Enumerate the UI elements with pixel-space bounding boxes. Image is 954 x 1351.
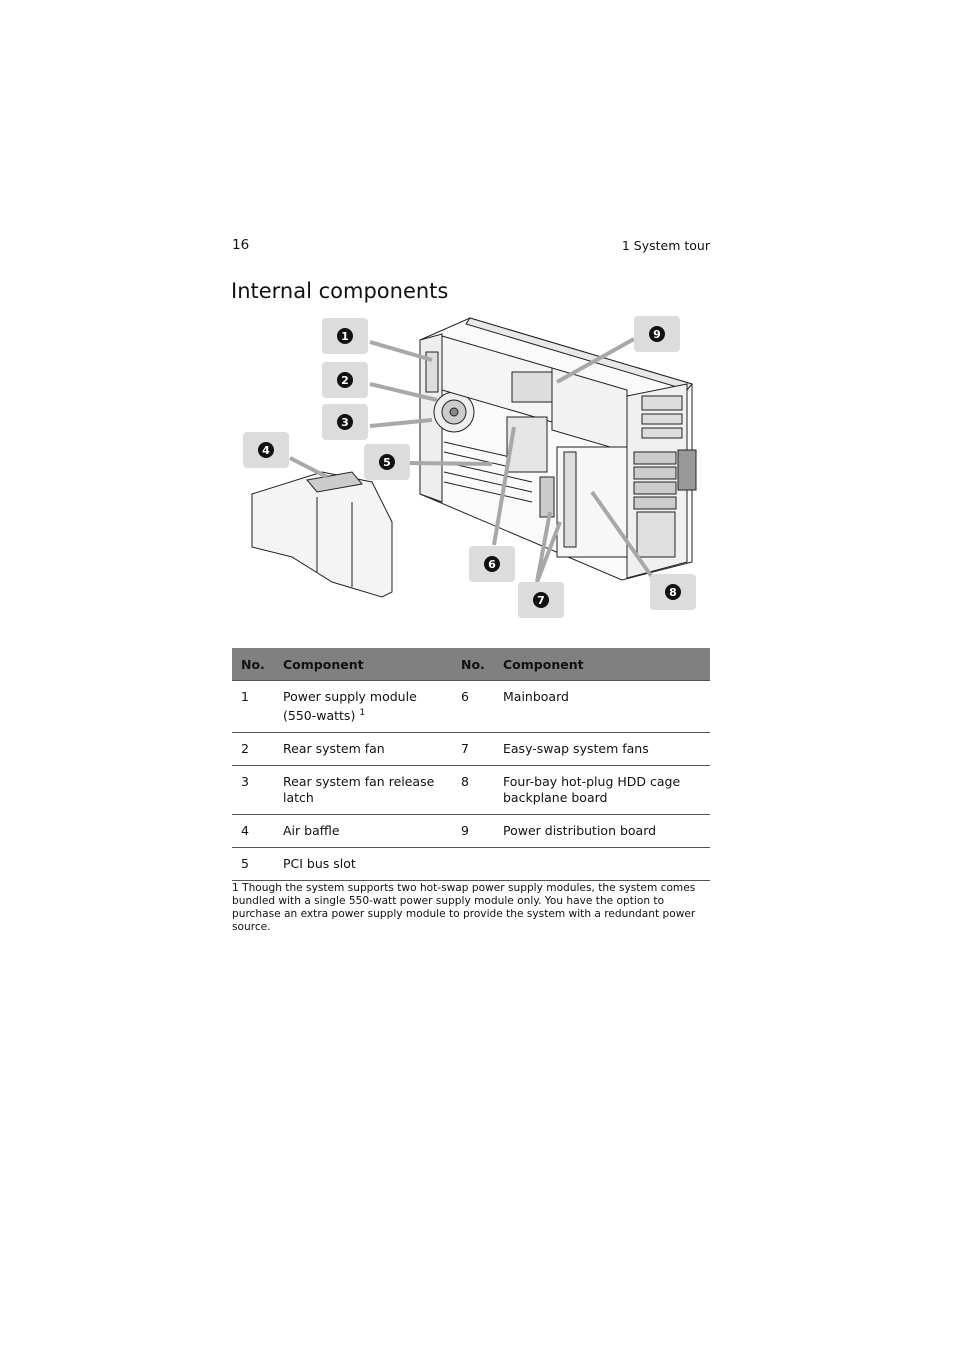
cell-no: 5 — [232, 848, 274, 881]
header-no-1: No. — [232, 648, 274, 681]
footnote-ref: 1 — [359, 708, 366, 718]
cell-component: Rear system fan — [274, 733, 452, 766]
table-row — [232, 766, 710, 815]
cell-component: Rear system fan release latch — [274, 766, 452, 815]
cell-no: 8 — [452, 766, 494, 815]
callout-7 — [518, 582, 564, 618]
callout-6-number: 6 — [484, 556, 500, 572]
cell-no: 6 — [452, 681, 494, 733]
callout-3-number: 3 — [337, 414, 353, 430]
chapter-heading: 1 System tour — [621, 238, 710, 253]
callout-8-number: 8 — [665, 584, 681, 600]
callout-4 — [243, 432, 289, 468]
callout-9-number: 9 — [649, 326, 665, 342]
callout-3 — [322, 404, 368, 440]
callout-4-number: 4 — [258, 442, 274, 458]
callout-7-number: 7 — [533, 592, 549, 608]
callout-5 — [364, 444, 410, 480]
header-no-2: No. — [452, 648, 494, 681]
cell-component: PCI bus slot — [274, 848, 452, 881]
cell-component: Air baffle — [274, 815, 452, 848]
cell-no: 1 — [232, 681, 274, 733]
cell-no: 4 — [232, 815, 274, 848]
cell-component — [274, 681, 452, 733]
cell-no: 3 — [232, 766, 274, 815]
cell-no — [452, 848, 494, 881]
cell-no: 2 — [232, 733, 274, 766]
table-row — [232, 848, 710, 881]
cell-component — [494, 848, 710, 881]
cell-component: Four-bay hot-plug HDD cage backplane board — [494, 766, 710, 815]
callout-8 — [650, 574, 696, 610]
system-internal-diagram — [232, 312, 710, 624]
cell-no: 9 — [452, 815, 494, 848]
callout-9 — [634, 316, 680, 352]
callout-1 — [322, 318, 368, 354]
callout-5-number: 5 — [379, 454, 395, 470]
section-title: Internal components — [231, 279, 449, 303]
header-component-1: Component — [274, 648, 452, 681]
page-number: 16 — [232, 237, 250, 253]
callout-2-number: 2 — [337, 372, 353, 388]
table-header-row — [232, 648, 710, 681]
header-component-2: Component — [494, 648, 710, 681]
callout-2 — [322, 362, 368, 398]
callout-6 — [469, 546, 515, 582]
component-text: Power supply module (550-watts) — [283, 689, 417, 724]
table-row — [232, 681, 710, 733]
callout-1-number: 1 — [337, 328, 353, 344]
cell-component: Power distribution board — [494, 815, 710, 848]
cell-component: Mainboard — [494, 681, 710, 733]
cell-component: Easy-swap system fans — [494, 733, 710, 766]
table-row — [232, 733, 710, 766]
table-row — [232, 815, 710, 848]
footnote: 1 Though the system supports two hot-swap power supply modules, the system comes bundled with a single 550-watt power supply module only. You have the option to purchase an extra power supply module to provide the system with a redundant power source. — [232, 882, 696, 933]
cell-no: 7 — [452, 733, 494, 766]
components-table — [232, 648, 710, 881]
